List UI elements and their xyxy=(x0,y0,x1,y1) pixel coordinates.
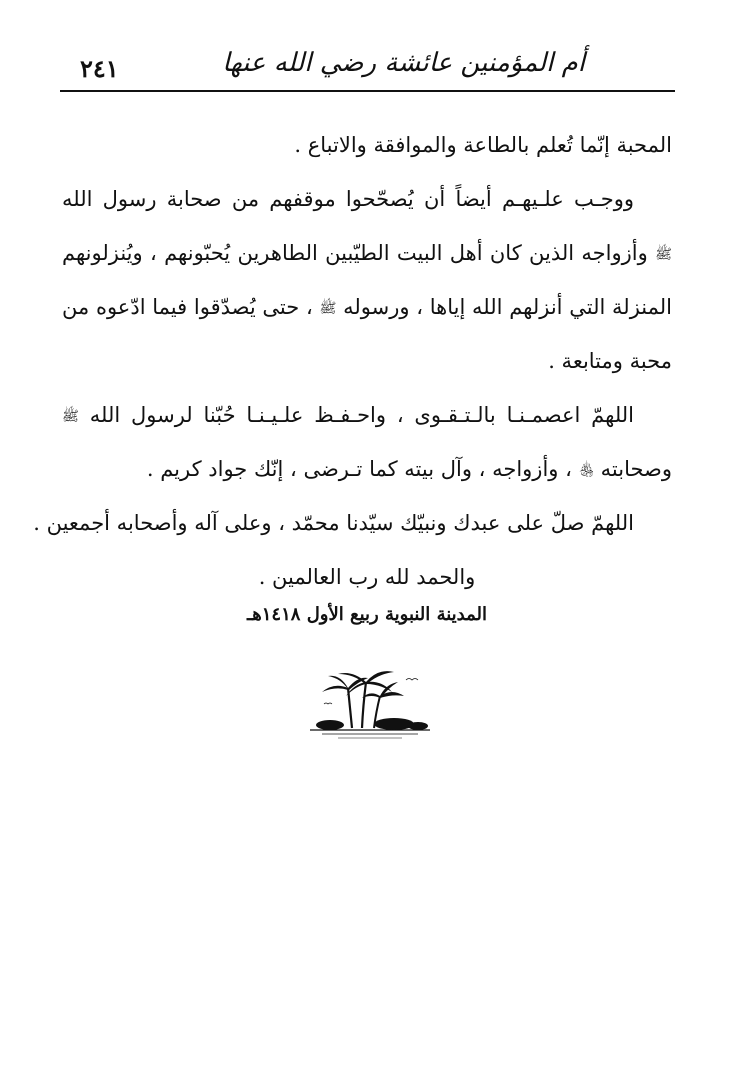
paragraph-4-line-1: اللهمّ صلّ على عبدك ونبيّك سيّدنا محمّد ، وعلى آله وأصحابه أجمعين . xyxy=(33,511,634,535)
paragraph-3-line-2: وصحابته ﵃ ، وأزواجه ، وآل بيته كما تـرضى ، إنّك جواد كريم . xyxy=(146,457,672,481)
paragraph-2-line-3: المنزلة التي أنزلهم الله إياها ، ورسوله ﷺ ، حتى يُصدّقوا فيما ادّعوه من xyxy=(62,295,672,319)
salawat-symbol-icon: ﷺ xyxy=(62,408,79,425)
radiallahu-symbol-icon: ﵃ xyxy=(578,462,594,479)
paragraph-2-line-4: محبة ومتابعة . xyxy=(548,349,672,373)
date-line: المدينة النبوية ربيع الأول ١٤١٨هـ xyxy=(247,604,487,625)
running-title: أم المؤمنين عائشة رضي الله عنها xyxy=(222,48,585,78)
closing-line: والحمد لله رب العالمين . xyxy=(258,565,476,589)
paragraph-3-line-1: اللهمّ اعصمـنـا بالـتـقـوى ، واحـفـظ علـيـنـا حُبّنا لرسول الله ﷺ xyxy=(62,403,634,427)
salawat-symbol-icon: ﷺ xyxy=(319,300,337,317)
header-rule xyxy=(60,90,675,92)
palm-trees-vignette-icon xyxy=(308,668,432,740)
page-number: ٢٤١ xyxy=(80,54,119,83)
paragraph-2-line-1: ووجـب علـيهـم أيضاً أن يُصحّحوا موقفهم من صحابة رسول الله xyxy=(62,187,634,211)
paragraph-1-line-1: المحبة إنّما تُعلم بالطاعة والموافقة والاتباع . xyxy=(294,133,672,157)
paragraph-2-line-2: ﷺ وأزواجه الذين كان أهل البيت الطيّبين الطاهرين يُحبّونهم ، ويُنزلونهم xyxy=(62,241,672,265)
page-header xyxy=(60,44,675,88)
body-text xyxy=(33,118,672,604)
salawat-symbol-icon: ﷺ xyxy=(655,246,672,263)
